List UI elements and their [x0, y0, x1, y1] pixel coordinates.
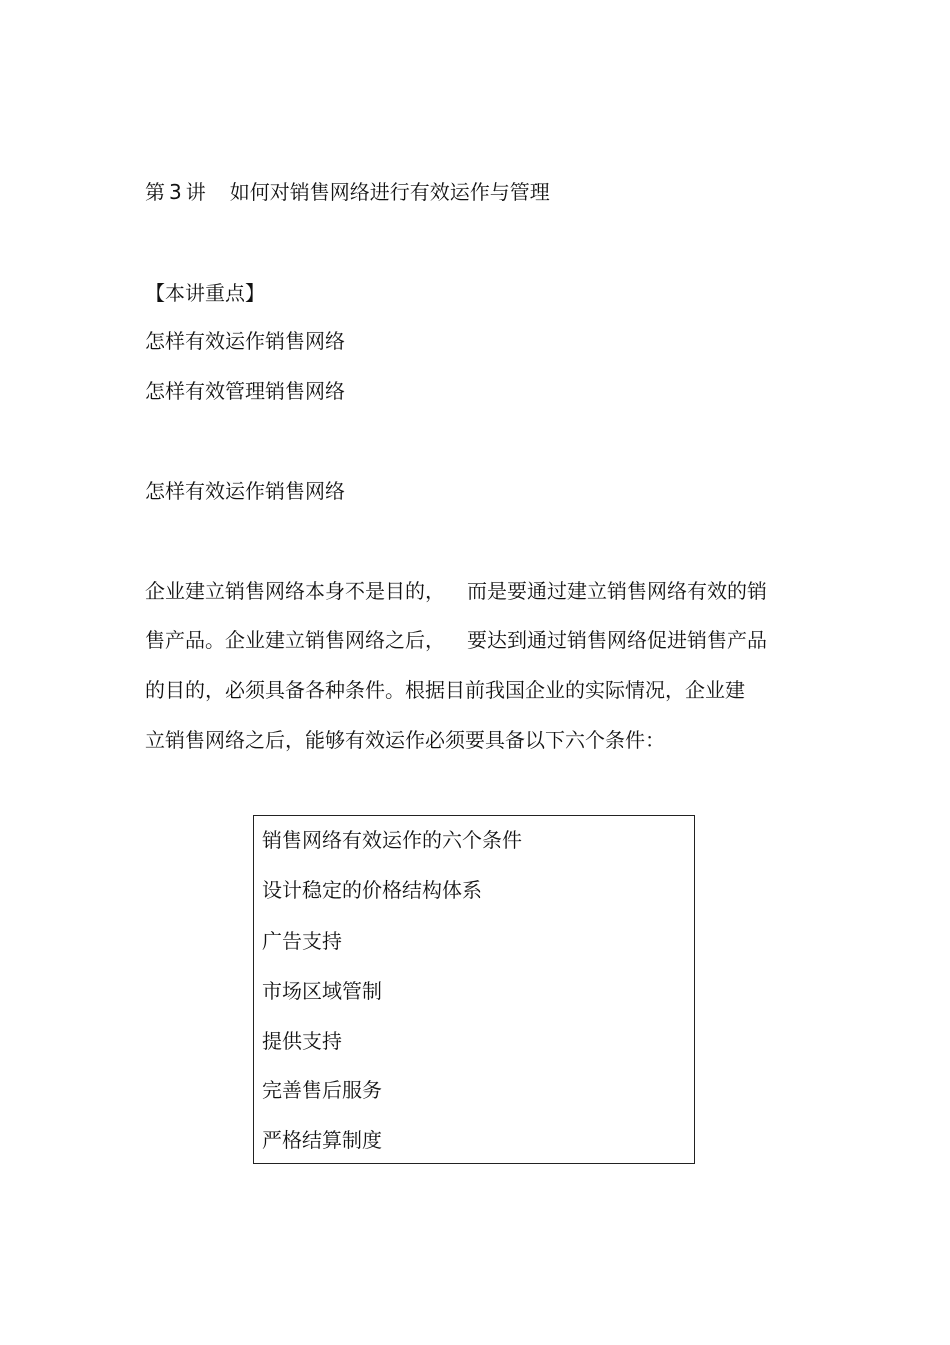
- paragraph-line: [145, 627, 767, 653]
- condition-item: 严格结算制度: [262, 1128, 382, 1152]
- condition-item: 完善售后服务: [262, 1078, 382, 1102]
- key-points-header: 【本讲重点】: [145, 281, 265, 305]
- paragraph-segment: 售产品。企业建立销售网络之后，: [145, 628, 445, 652]
- paragraph-segment: 企业建立销售网络本身不是目的，: [145, 579, 445, 603]
- condition-item: 提供支持: [262, 1029, 342, 1053]
- conditions-box-title: 销售网络有效运作的六个条件: [262, 828, 522, 852]
- paragraph-line: [145, 677, 745, 703]
- condition-item: 广告支持: [262, 929, 342, 953]
- section-heading: 怎样有效运作销售网络: [145, 479, 345, 503]
- key-point-item: 怎样有效运作销售网络: [145, 329, 345, 353]
- lecture-suffix: 讲: [185, 180, 206, 204]
- paragraph-segment: 立销售网络之后，能够有效运作必须要具备以下六个条件：: [145, 728, 665, 752]
- condition-item: 市场区域管制: [262, 979, 382, 1003]
- key-point-item: 怎样有效管理销售网络: [145, 379, 345, 403]
- lecture-number: 3: [169, 180, 182, 204]
- lecture-prefix: 第: [145, 180, 165, 204]
- condition-item: 设计稳定的价格结构体系: [262, 878, 482, 902]
- conditions-box: [253, 815, 695, 1164]
- paragraph-line: [145, 578, 767, 604]
- paragraph-segment: 而是要通过建立销售网络有效的销: [467, 579, 767, 603]
- paragraph-segment: 的目的，必须具备各种条件。根据目前我国企业的实际情况，企业建: [145, 678, 745, 702]
- lecture-title: [145, 179, 550, 205]
- lecture-title-text: 如何对销售网络进行有效运作与管理: [229, 180, 550, 204]
- paragraph-segment: 要达到通过销售网络促进销售产品: [467, 628, 767, 652]
- paragraph-line: [145, 727, 665, 753]
